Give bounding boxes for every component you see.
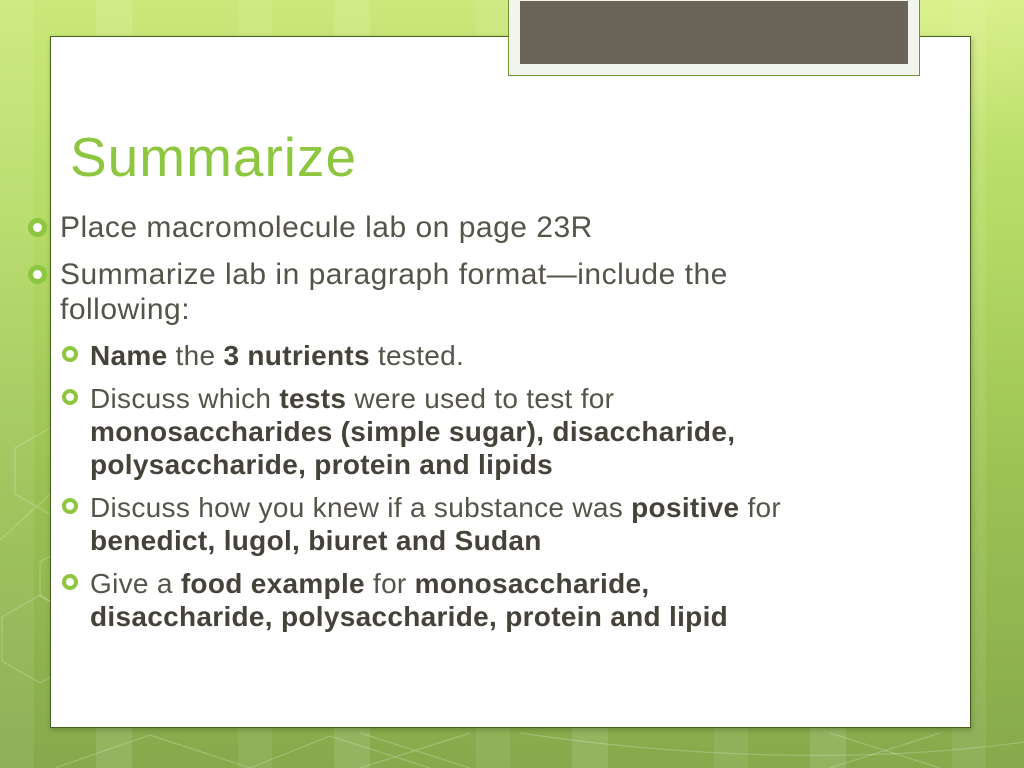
bullet-icon [28, 218, 47, 237]
bullet-text: Summarize lab in paragraph format—include the following: [60, 258, 728, 326]
bullet-list [24, 210, 910, 643]
slide-title: Summarize [70, 126, 358, 188]
bullet-icon [62, 346, 78, 362]
bullet-text: Name the 3 nutrients tested. [90, 340, 465, 371]
bullet-icon [62, 574, 78, 590]
bullet-text: Discuss which tests were used to test for monosaccharides (simple sugar), disaccharide, polysaccharide, protein and lipids [90, 383, 736, 480]
bullet-text: Place macromolecule lab on page 23R [60, 211, 593, 244]
bullet-item [62, 491, 910, 557]
bullet-item [28, 257, 910, 327]
bullet-text: Give a food example for monosaccharide, disaccharide, polysaccharide, protein and lipid [90, 568, 729, 632]
bullet-icon [28, 265, 47, 284]
image-placeholder [520, 1, 908, 64]
bullet-text: Discuss how you knew if a substance was positive for benedict, lugol, biuret and Sudan [90, 492, 782, 556]
bullet-icon [62, 498, 78, 514]
bullet-item [62, 339, 910, 372]
image-placeholder-frame [508, 0, 920, 76]
bullet-icon [62, 389, 78, 405]
bullet-item [62, 567, 910, 633]
bullet-item [62, 382, 910, 481]
bullet-item [28, 210, 910, 245]
